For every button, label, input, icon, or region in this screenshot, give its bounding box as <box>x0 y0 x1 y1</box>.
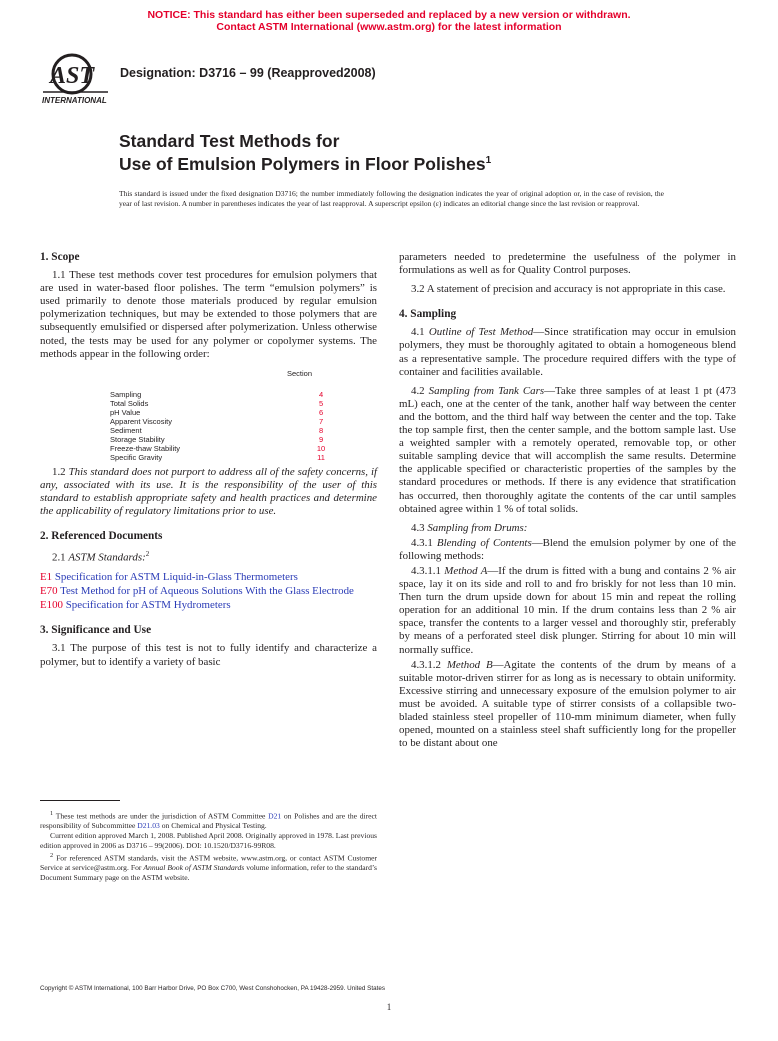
toc-section-link[interactable]: 6 <box>318 407 324 417</box>
toc-section-link[interactable]: 5 <box>318 398 324 408</box>
right-column <box>399 251 736 756</box>
toc-label: pH Value <box>110 407 141 417</box>
toc-section-link[interactable]: 7 <box>318 416 324 426</box>
toc-section-link[interactable]: 4 <box>318 389 324 399</box>
toc-row <box>110 417 362 426</box>
sampling-heading: 4. Sampling <box>399 308 457 321</box>
toc-section-link[interactable]: 9 <box>318 434 324 444</box>
footnote-1 <box>40 809 377 830</box>
sampling-4-3-1-2-title: Method B <box>446 658 493 671</box>
issued-note: This standard is issued under the fixed designation D3716; the number immediately following the designation indicates the year of original adoption or, in the case of revision, the year of last revision. A number in parentheses indicates the year of last reapproval. A superscript epsilon (ε) indicates an editorial change since the last revision or reapproval. <box>119 189 664 208</box>
toc-row <box>110 435 362 444</box>
significance-p2: 3.2 A statement of precision and accuracy is not appropriate in this case. <box>411 283 726 296</box>
sampling-4-3-1 <box>399 537 736 563</box>
sampling-4-2-title: Sampling from Tank Cars <box>428 384 545 397</box>
sampling-4-3-1-1-num: 4.3.1.1 <box>411 564 441 577</box>
toc-row <box>110 426 362 435</box>
notice-banner <box>0 9 778 33</box>
sampling-4-3-num: 4.3 <box>411 521 425 534</box>
title-footnote-mark: 1 <box>485 155 492 166</box>
copyright: Copyright © ASTM International, 100 Barr Harbor Drive, PO Box C700, West Conshohocken, PA 19428-2959. United States <box>40 985 385 992</box>
sampling-4-3 <box>399 522 736 535</box>
referenced-p1 <box>40 548 377 565</box>
sampling-4-1-text: —Since stratification may occur in emulsion polymers, they must be thoroughly agitated to obtain a homogeneous blend as a representative sample. The procedure required differs with the type of container and facilities available. <box>399 326 736 378</box>
notice-line-1: NOTICE: This standard has either been superseded and replaced by a new version or withdrawn. <box>147 9 631 21</box>
reference-item <box>40 599 377 612</box>
sampling-4-3-1-1-title: Method A <box>444 564 488 577</box>
link-d21-03[interactable]: D21.03 <box>137 820 160 830</box>
toc-label: Specific Gravity <box>110 452 163 462</box>
title-line-1: Standard Test Methods for <box>119 131 340 151</box>
reference-title-link[interactable]: Specification for ASTM Liquid-in-Glass Thermometers <box>54 571 298 584</box>
footnote-2 <box>40 851 377 882</box>
sampling-4-1-num: 4.1 <box>411 326 425 339</box>
footnote-2-text-b: volume information, refer to the standard’s Document Summary page on the ASTM website. <box>40 863 377 882</box>
referenced-p1-num: 2.1 <box>52 551 66 564</box>
toc-label: Apparent Viscosity <box>110 416 172 426</box>
footnote-2-mark: 2 <box>50 852 54 860</box>
sampling-4-3-title: Sampling from Drums: <box>427 521 528 534</box>
referenced-p1-text: ASTM Standards: <box>68 551 146 564</box>
sampling-4-2-num: 4.2 <box>411 384 425 397</box>
footnote-rule <box>40 800 120 801</box>
link-d21[interactable]: D21 <box>268 811 282 821</box>
footnote-1-text-a: These test methods are under the jurisdiction of ASTM Committee <box>55 811 269 821</box>
reference-list <box>40 571 377 612</box>
scope-p2-num: 1.2 <box>52 465 66 478</box>
toc-label: Total Solids <box>110 398 149 408</box>
significance-p1: 3.1 The purpose of this test is not to fully identify and characterize a polymer, but to identify a variety of basic <box>40 642 377 668</box>
left-column <box>40 251 377 675</box>
toc-section-link[interactable]: 8 <box>318 425 324 435</box>
svg-text:AST: AST <box>49 63 95 89</box>
toc-label: Storage Stability <box>110 434 165 444</box>
toc-row <box>110 390 362 399</box>
sampling-4-3-1-2-num: 4.3.1.2 <box>411 658 441 671</box>
footnote-1-edition: Current edition approved March 1, 2008. Published April 2008. Originally approved in 1978. Last previous edition approved in 2006 as D3716 – 99(2006). DOI: 10.1520/D3716-99R08. <box>40 831 377 850</box>
toc-row <box>110 399 362 408</box>
footnote-2-text-a: For referenced ASTM standards, visit the ASTM website, www.astm.org, or contact ASTM Customer Service at service@astm.org. For <box>40 853 377 873</box>
footnotes <box>40 809 377 883</box>
sampling-4-3-1-num: 4.3.1 <box>411 536 433 549</box>
reference-title-link[interactable]: Test Method for pH of Aqueous Solutions With the Glass Electrode <box>60 585 354 598</box>
astm-logo <box>40 52 112 108</box>
notice-line-2: Contact ASTM International (www.astm.org) for the latest information <box>216 21 562 33</box>
toc-row <box>110 444 362 453</box>
referenced-p1-sup: 2 <box>145 550 150 559</box>
sampling-4-3-1-2-text: —Agitate the contents of the drum by means of a suitable motor-driven stirrer for as long as is necessary to obtain uniformity. Excessive stirring and unnecessary exposure of the emulsion polymer to air must be avoided. A suitable type of stirrer consists of a collapsible two-bladed stainless steel propeller of 110-mm minimum diameter, when fully opened, mounted on a stainless steel shaft sufficiently long for the propeller to be distant about one <box>399 658 736 750</box>
sampling-4-1 <box>399 326 736 378</box>
toc-section-header: Section <box>286 368 312 378</box>
sampling-4-3-1-text: —Blend the emulsion polymer by one of the following methods: <box>399 536 736 562</box>
reference-code-link[interactable]: E70 <box>40 585 58 598</box>
toc-label: Sediment <box>110 425 142 435</box>
document-title <box>119 131 491 174</box>
footnote-1-mark: 1 <box>50 810 54 817</box>
sampling-4-3-1-1 <box>399 565 736 657</box>
sampling-4-2 <box>399 385 736 516</box>
sampling-4-1-title: Outline of Test Method <box>428 326 534 339</box>
toc-label: Freeze-thaw Stability <box>110 443 181 453</box>
footnote-2-italic: Annual Book of ASTM Standards <box>143 863 245 873</box>
referenced-heading: 2. Referenced Documents <box>40 530 163 543</box>
reference-code-link[interactable]: E100 <box>40 599 63 612</box>
sampling-4-3-1-2 <box>399 659 736 751</box>
toc-section-link[interactable]: 11 <box>317 452 325 462</box>
page-number: 1 <box>386 1002 392 1012</box>
sampling-4-3-1-title: Blending of Contents <box>436 536 532 549</box>
toc-row <box>110 408 362 417</box>
significance-heading: 3. Significance and Use <box>40 624 152 637</box>
scope-p2 <box>40 466 377 518</box>
footnote-1-text-b: on Polishes and are the direct responsibility of Subcommittee <box>40 811 377 830</box>
toc-table <box>110 390 362 462</box>
scope-p1: 1.1 These test methods cover test procedures for emulsion polymers that are used in water-based floor polishes. The term “emulsion polymers” is used primarily to denote those materials produced by regular emulsion polymerization techniques, but may be extended to those polymers that are subsequently emulsified or dispersed after polymerization. Unless otherwise noted, the tests may be used for any polymer or copolymer systems. The methods appear in the following order: <box>40 269 377 360</box>
title-line-2: Use of Emulsion Polymers in Floor Polishes <box>119 153 486 174</box>
designation: Designation: D3716 – 99 (Reapproved2008) <box>120 66 376 80</box>
reference-title-link[interactable]: Specification for ASTM Hydrometers <box>65 599 231 612</box>
sampling-4-3-1-1-text: —If the drum is fitted with a bung and contains 2 % air space, lay it on its side and roll to and fro briskly for not less than 10 min. Then turn the drum upside down for about 15 min and repeat the rolling operation for an additional 10 min. If the drum contains less than 2 % air space, transfer the contents to a larger vessel and thoroughly stir, preferably by means of a perforated steel disk plunger. Stirring for about 10 min will normally suffice. <box>399 564 736 656</box>
toc-label: Sampling <box>110 389 142 399</box>
toc-section-link[interactable]: 10 <box>316 443 326 453</box>
toc-row <box>110 453 362 462</box>
reference-item <box>40 585 377 598</box>
scope-heading: 1. Scope <box>40 251 80 263</box>
sampling-4-2-text: —Take three samples of at least 1 pt (473 mL) each, one at the center of the tank, another half way between the center and the bottom, and the third half way between the center and the top. Take the top sample first, then the center sample, and the bottom sample last. Use a weighted sampler with a remotely operated, removable top, or other suitable sampling device that will accomplish the same results. Determine the applicable specified or characteristic properties of the samples by the standard procedures or methods. If there is any evidence that stratification has occurred, then thoroughly agitate the contents of the car until samples obtained agree within 1 % of total solids. <box>399 384 736 515</box>
reference-code-link[interactable]: E1 <box>40 571 53 584</box>
scope-p2-text: This standard does not purport to address all of the safety concerns, if any, associated with its use. It is the responsibility of the user of this standard to establish appropriate safety and health practices and determine the applicability of regulatory limitations prior to use. <box>40 465 378 518</box>
reference-item <box>40 571 377 584</box>
footnote-1-text-c: on Chemical and Physical Testing. <box>159 820 267 830</box>
logo-text: INTERNATIONAL <box>42 96 107 105</box>
significance-p1-continued: parameters needed to predetermine the usefulness of the polymer in formulations as well as for Quality Control purposes. <box>399 251 736 277</box>
